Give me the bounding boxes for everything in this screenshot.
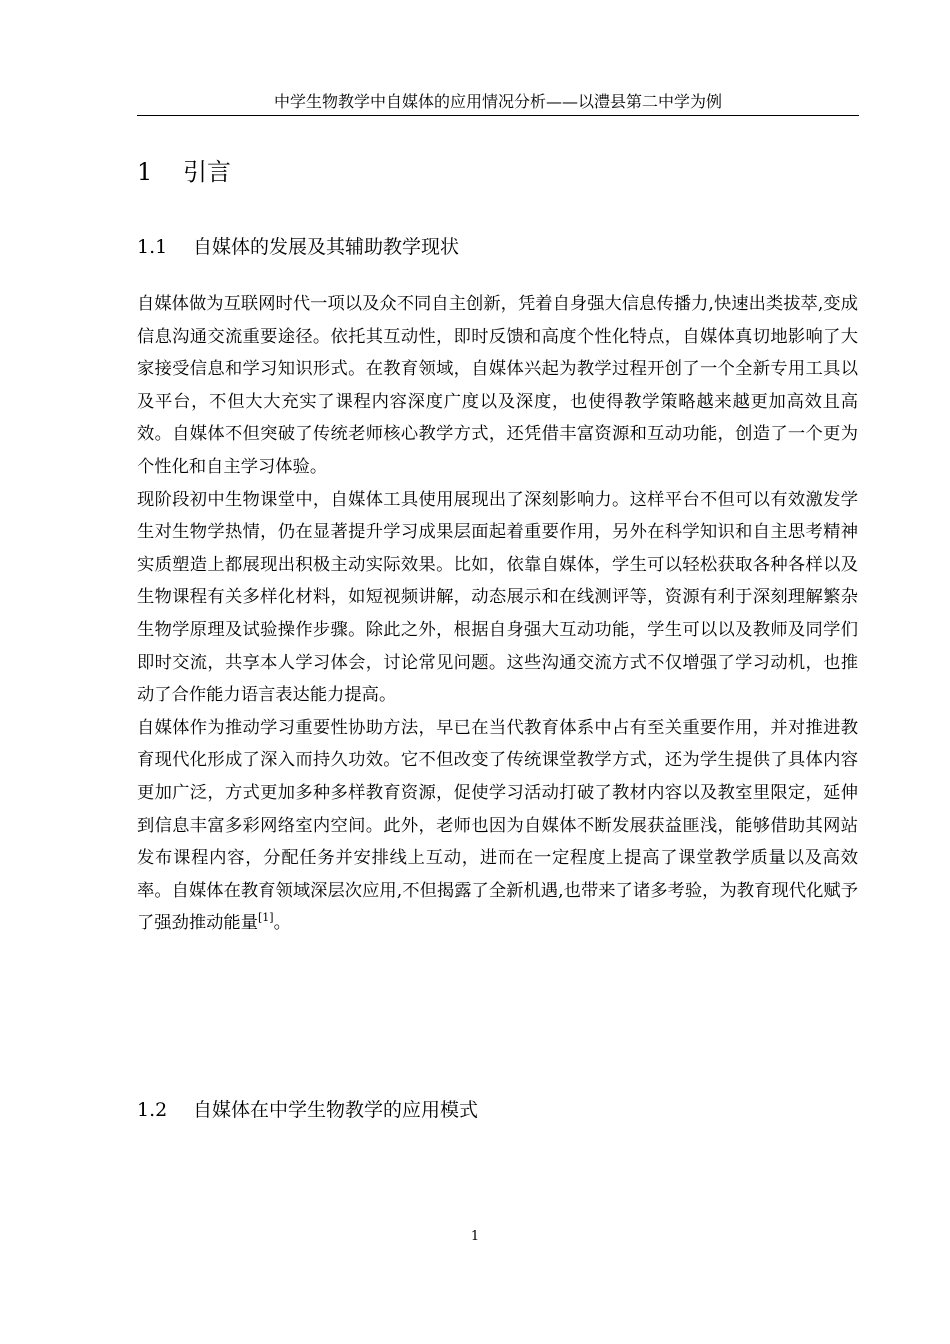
section-heading-1-2 xyxy=(137,1096,478,1124)
paragraph xyxy=(137,712,858,940)
paragraph: 现阶段初中生物课堂中，自媒体工具使用展现出了深刻影响力。这样平台不但可以有效激发学生对生物学热情，仍在显著提升学习成果层面起着重要作用，另外在科学知识和自主思考精神实质塑造上都展现出积极主动实际效果。比如，依靠自媒体，学生可以轻松获取各种各样以及生物课程有关多样化材料，如短视频讲解，动态展示和在线测评等，资源有利于深刻理解繁杂生物学原理及试验操作步骤。除此之外，根据自身强大互动功能，学生可以以及教师及同学们即时交流，共享本人学习体会，讨论常见问题。这些沟通交流方式不仅增强了学习动机，也推动了合作能力语言表达能力提高。 xyxy=(137,489,858,706)
chapter-number: 1 xyxy=(137,158,153,186)
paragraph-end-punctuation: 。 xyxy=(273,913,291,934)
paragraph-text: 自媒体作为推动学习重要性协助方法，早已在当代教育体系中占有至关重要作用，并对推进教育现代化形成了深入而持久功效。它不但改变了传统课堂教学方式，还为学生提供了具体内容更加广泛，方式更加多种多样教育资源，促使学习活动打破了教材内容以及教室里限定，延伸到信息丰富多彩网络室内空间。此外，老师也因为自媒体不断发展获益匪浅，能够借助其网站发布课程内容，分配任务并安排线上互动，进而在一定程度上提高了课堂教学质量以及高效率。自媒体在教育领域深层次应用,不但揭露了全新机遇,也带来了诸多考验，为教育现代化赋予了强劲推动能量 xyxy=(137,717,858,934)
section-heading-1-1 xyxy=(137,233,459,261)
citation-reference: [1] xyxy=(257,911,274,925)
running-header: 中学生物教学中自媒体的应用情况分析——以澧县第二中学为例 xyxy=(137,92,859,116)
section-number: 1.1 xyxy=(137,236,168,258)
chapter-heading xyxy=(137,155,231,189)
section-title: 自媒体在中学生物教学的应用模式 xyxy=(193,1099,479,1121)
paragraph: 自媒体做为互联网时代一项以及众不同自主创新，凭着自身强大信息传播力,快速出类拔萃,变成信息沟通交流重要途径。依托其互动性，即时反馈和高度个性化特点，自媒体真切地影响了大家接受信息和学习知识形式。在教育领域，自媒体兴起为教学过程开创了一个全新专用工具以及平台，不但大大充实了课程内容深度广度以及深度，也使得教学策略越来越更加高效且高效。自媒体不但突破了传统老师核心教学方式，还凭借丰富资源和互动功能，创造了一个更为个性化和自主学习体验。 xyxy=(137,294,858,477)
section-number: 1.2 xyxy=(137,1099,168,1121)
section-body xyxy=(137,288,858,940)
page-number: 1 xyxy=(470,1229,480,1244)
section-title: 自媒体的发展及其辅助教学现状 xyxy=(193,236,460,258)
chapter-title: 引言 xyxy=(183,158,231,186)
